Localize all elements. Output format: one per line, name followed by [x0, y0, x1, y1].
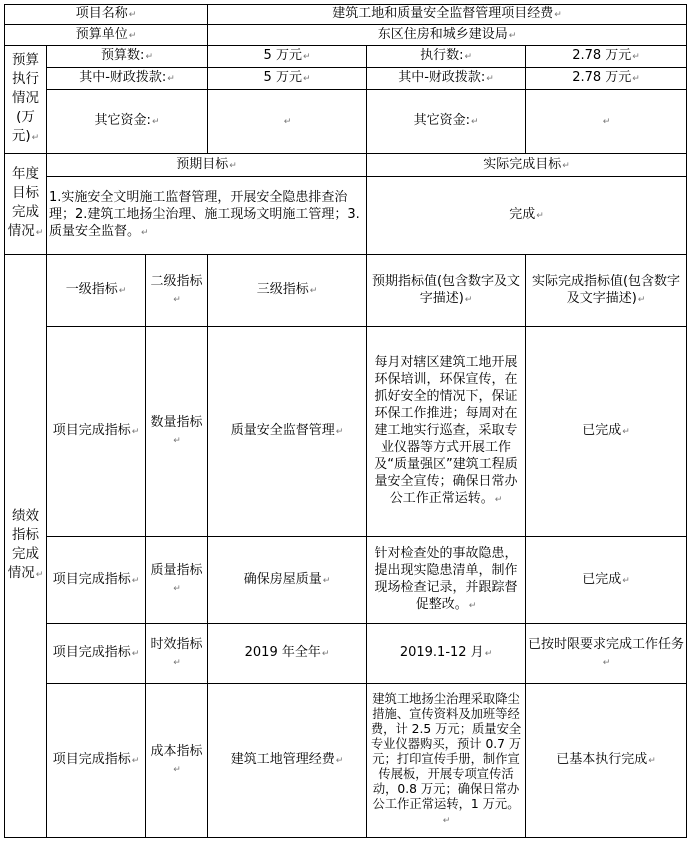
row-level1: 项目完成指标↵	[47, 684, 146, 838]
col-level1-header: 一级指标↵	[47, 255, 146, 327]
row-actual: 已基本执行完成↵	[526, 684, 687, 838]
fiscal-label: 其中-财政拨款:↵	[47, 68, 208, 90]
table-row	[5, 327, 687, 537]
fiscal-executed-value: 2.78 万元↵	[526, 68, 687, 90]
expected-goal-header: 预期目标↵	[47, 154, 367, 177]
row-actual: 已按时限要求完成工作任务↵	[526, 624, 687, 684]
row-level2: 成本指标↵	[146, 684, 208, 838]
row-level3: 2019 年全年↵	[208, 624, 367, 684]
project-name-label: 项目名称↵	[5, 5, 208, 25]
budget-amount-label: 预算数:↵	[47, 46, 208, 68]
fiscal-budget-value: 5 万元↵	[208, 68, 367, 90]
col-level3-header: 三级指标↵	[208, 255, 367, 327]
row-level3: 质量安全监督管理↵	[208, 327, 367, 537]
row-actual: 已完成↵	[526, 327, 687, 537]
other-funds-value: ↵	[208, 90, 367, 154]
annual-section-label: 年度目标完成情况↵	[5, 154, 47, 255]
row-level1: 项目完成指标↵	[47, 327, 146, 537]
col-level2-header: 二级指标↵	[146, 255, 208, 327]
row-level3: 建筑工地管理经费↵	[208, 684, 367, 838]
row-level2: 时效指标↵	[146, 624, 208, 684]
row-level3: 确保房屋质量↵	[208, 537, 367, 624]
other-funds-label-2: 其它资金:↵	[367, 90, 526, 154]
budget-amount-value: 5 万元↵	[208, 46, 367, 68]
fiscal-executed-label: 其中-财政拨款:↵	[367, 68, 526, 90]
project-expense-table	[4, 4, 687, 838]
row-level2: 质量指标↵	[146, 537, 208, 624]
actual-goal-header: 实际完成目标↵	[367, 154, 687, 177]
col-expected-header: 预期指标值(包含数字及文字描述)↵	[367, 255, 526, 327]
row-expected: 每月对辖区建筑工地开展环保培训，环保宣传，在抓好安全的情况下，保证环保工作推进；每周对在建工地实行巡查，采取专业仪器等方式开展工作及“质量强区”建筑工程质量安全宣传；确保日常办公工作正常运转。↵	[367, 327, 526, 537]
budget-section-label: 预算执行情况(万元)↵	[5, 46, 47, 154]
executed-value: 2.78 万元↵	[526, 46, 687, 68]
budget-unit-label: 预算单位↵	[5, 25, 208, 46]
col-actual-header: 实际完成指标值(包含数字及文字描述)↵	[526, 255, 687, 327]
row-actual: 已完成↵	[526, 537, 687, 624]
row-level2: 数量指标↵	[146, 327, 208, 537]
actual-goal-text: 完成↵	[367, 177, 687, 255]
performance-section-label: 绩效指标完成情况↵	[5, 255, 47, 838]
project-name-value: 建筑工地和质量安全监督管理项目经费↵	[208, 5, 687, 25]
row-expected: 建筑工地扬尘治理采取降尘措施、宣传资料及加班等经费，计 2.5 万元；质量安全专业仪器购买，预计 0.7 万元；打印宣传手册，制作宣传展板，开展专项宣传活动，0.8 万元；确保日常办公工作正常运转，1 万元。↵	[367, 684, 526, 838]
row-expected: 2019.1-12 月↵	[367, 624, 526, 684]
table-row	[5, 624, 687, 684]
budget-unit-value: 东区住房和城乡建设局↵	[208, 25, 687, 46]
table-row	[5, 537, 687, 624]
row-level1: 项目完成指标↵	[47, 624, 146, 684]
other-funds-value-2: ↵	[526, 90, 687, 154]
other-funds-label: 其它资金:↵	[47, 90, 208, 154]
expected-goal-text: 1.实施安全文明施工监督管理，开展安全隐患排查治理；2.建筑工地扬尘治理、施工现场文明施工管理；3.质量安全监督。↵	[47, 177, 367, 255]
row-expected: 针对检查处的事故隐患，提出现实隐患清单，制作现场检查记录，并跟踪督促整改。↵	[367, 537, 526, 624]
executed-label: 执行数:↵	[367, 46, 526, 68]
row-level1: 项目完成指标↵	[47, 537, 146, 624]
table-row	[5, 684, 687, 838]
